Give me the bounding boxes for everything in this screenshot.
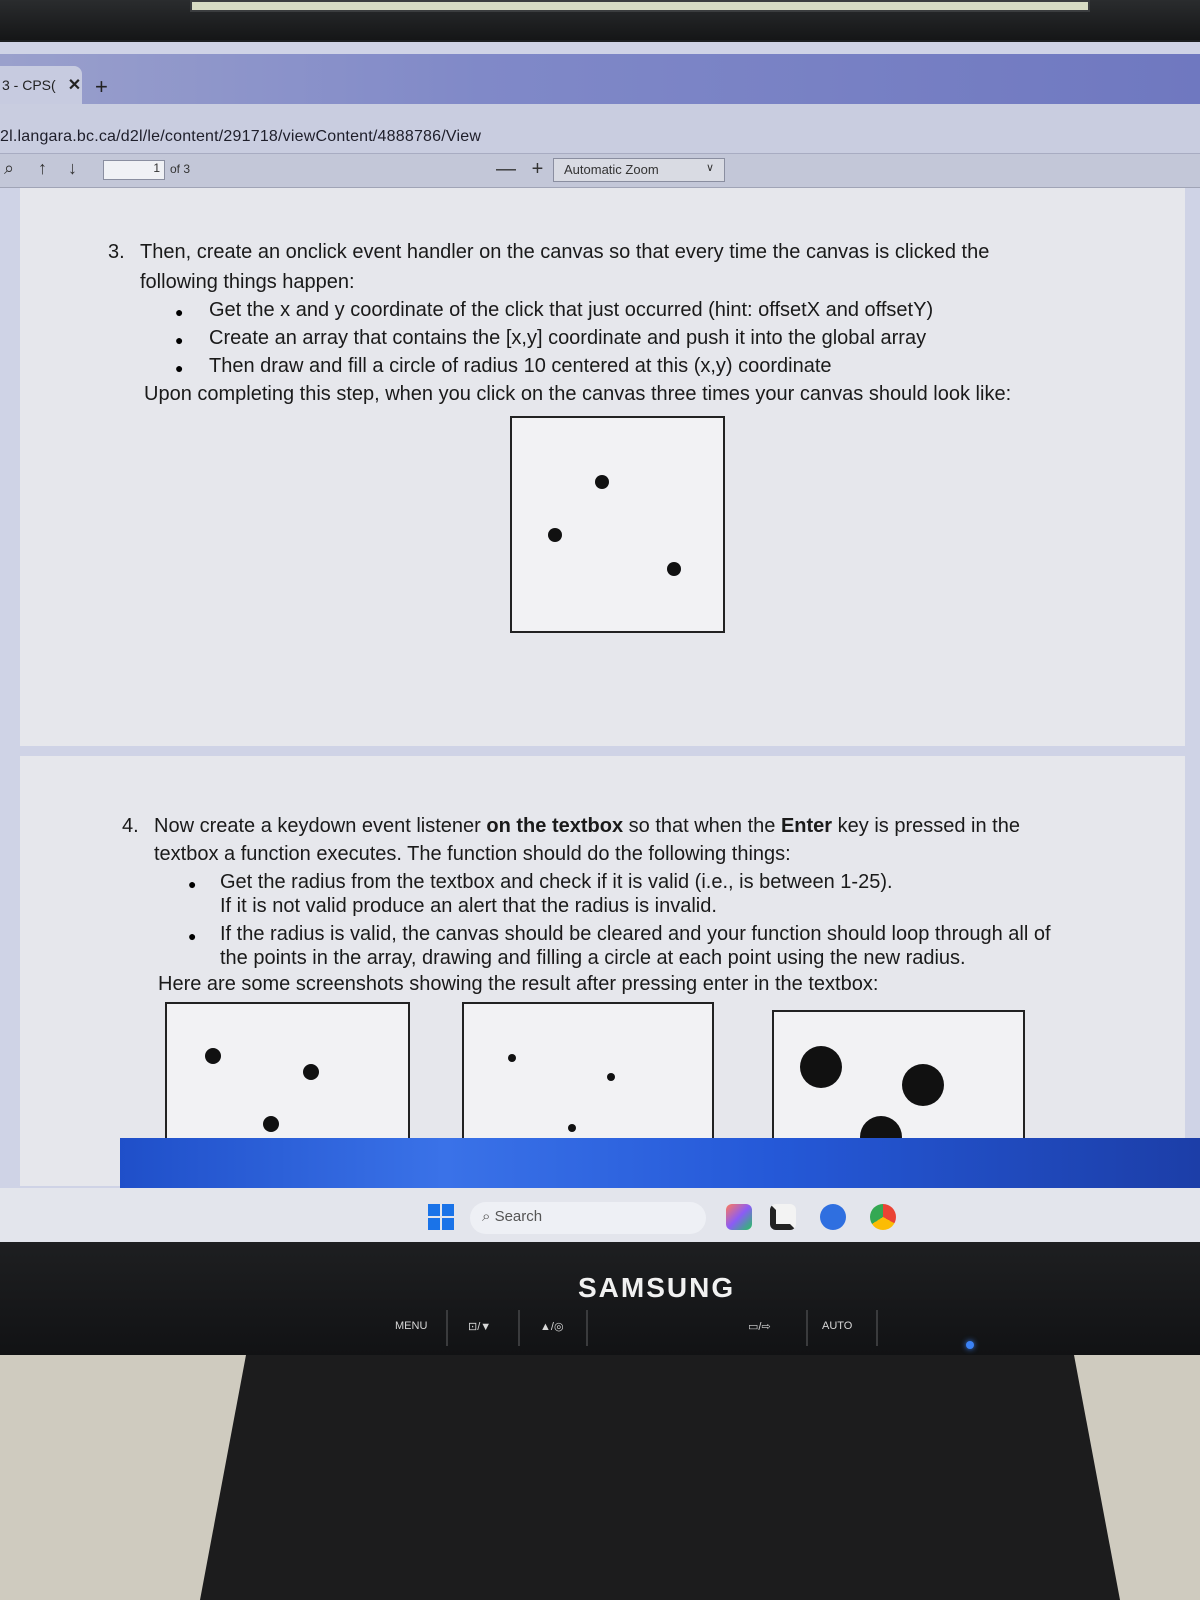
- canvas-point: [303, 1064, 319, 1080]
- zoom-in-button[interactable]: +: [531, 158, 544, 180]
- page-number-input[interactable]: 1: [103, 160, 165, 180]
- step-4-line-1-d: Enter: [780, 815, 833, 837]
- step-4-line-1-a: Now create a keydown event listener: [154, 815, 487, 837]
- monitor-source-button[interactable]: ⊡/▼: [468, 1321, 492, 1333]
- canvas-point: [607, 1073, 615, 1081]
- edge-browser-icon[interactable]: [820, 1204, 846, 1230]
- step-3-closing: Upon completing this step, when you click on the canvas three times your canvas should look like:: [144, 383, 1012, 405]
- screen: [0, 42, 1200, 1242]
- step-4-line-1: [154, 814, 1020, 839]
- monitor-stand: [200, 1355, 1120, 1600]
- zoom-out-button[interactable]: —: [496, 158, 516, 180]
- tab-label: 3 - CPS(: [2, 77, 56, 93]
- step-4-bullet-2-line-2: the points in the array, drawing and filling a circle at each point using the new radius.: [220, 947, 966, 969]
- step-3-bullet-1: Get the x and y coordinate of the click that just occurred (hint: offsetX and offsetY): [209, 299, 934, 321]
- power-led-icon[interactable]: [966, 1341, 974, 1349]
- step-3-bullet-3: Then draw and fill a circle of radius 10 centered at this (x,y) coordinate: [209, 355, 832, 377]
- bullet-icon: ●: [175, 360, 184, 376]
- zoom-select[interactable]: [553, 158, 725, 182]
- step-4-line-2: textbox a function executes. The function should do the following things:: [154, 843, 791, 865]
- copilot-icon[interactable]: [726, 1204, 752, 1230]
- new-tab-button[interactable]: +: [95, 74, 108, 99]
- step-4-bullet-1-line-2: If it is not valid produce an alert that the radius is invalid.: [220, 895, 717, 917]
- step-4-line-1-b: on the textbox: [486, 815, 624, 837]
- monitor-input-button[interactable]: ▭/⇨: [748, 1321, 771, 1333]
- bezel-divider: [518, 1310, 520, 1346]
- monitor-top-bezel: [0, 0, 1200, 40]
- monitor-auto-button[interactable]: AUTO: [822, 1320, 853, 1332]
- step-4-line-1-e: key is pressed in the: [832, 815, 1020, 837]
- bezel-divider: [586, 1310, 588, 1346]
- canvas-point: [263, 1116, 279, 1132]
- canvas-point: [595, 475, 609, 489]
- canvas-point: [902, 1064, 944, 1106]
- step-3-line-2: following things happen:: [140, 271, 355, 293]
- monitor-menu-button[interactable]: MENU: [395, 1320, 428, 1332]
- next-page-icon[interactable]: ↓: [68, 158, 77, 178]
- pdf-toolbar: [0, 154, 1200, 188]
- taskbar-search[interactable]: [470, 1202, 706, 1234]
- canvas-point: [667, 562, 681, 576]
- tab-close-icon[interactable]: ✕: [67, 77, 82, 94]
- canvas-point: [205, 1048, 221, 1064]
- chrome-browser-icon[interactable]: [870, 1204, 896, 1230]
- chevron-down-icon: ∨: [705, 162, 714, 174]
- canvas-point: [548, 528, 562, 542]
- step-4-bullet-2-line-1: If the radius is valid, the canvas should be cleared and your function should loop through all of: [220, 923, 1051, 945]
- page-count: of 3: [170, 162, 191, 176]
- background-monitor-strip: [190, 0, 1090, 12]
- step-3-bullet-2: Create an array that contains the [x,y] coordinate and push it into the global array: [209, 327, 927, 349]
- canvas-point: [508, 1054, 516, 1062]
- file-explorer-icon[interactable]: [770, 1204, 796, 1230]
- canvas-point: [800, 1046, 842, 1088]
- monitor-brightness-button[interactable]: ▲/◎: [540, 1321, 564, 1333]
- example-canvas: [510, 416, 725, 633]
- desktop-wallpaper: [120, 1138, 1200, 1188]
- monitor-brand-logo: SAMSUNG: [578, 1272, 736, 1303]
- step-4-bullet-1-line-1: Get the radius from the textbox and check if it is valid (i.e., is between 1-25).: [220, 871, 893, 893]
- taskbar-search-placeholder: Search: [494, 1208, 543, 1225]
- bullet-icon: ●: [175, 332, 184, 348]
- zoom-select-value: Automatic Zoom: [564, 162, 659, 177]
- find-icon[interactable]: ⌕: [4, 158, 15, 178]
- bullet-icon: ●: [175, 304, 184, 320]
- step-4-line-1-c: so that when the: [623, 815, 781, 837]
- pdf-page-1: [20, 188, 1185, 746]
- previous-page-icon[interactable]: ↑: [38, 158, 47, 178]
- step-4-number: 4.: [122, 815, 139, 837]
- bullet-icon: ●: [188, 928, 197, 944]
- bullet-icon: ●: [188, 876, 197, 892]
- bezel-divider: [806, 1310, 808, 1346]
- bezel-divider: [876, 1310, 878, 1346]
- address-url[interactable]: 2l.langara.bc.ca/d2l/le/content/291718/viewContent/4888786/View: [0, 128, 482, 145]
- search-icon: ⌕: [482, 1208, 491, 1225]
- browser-tab[interactable]: [0, 66, 82, 104]
- step-4-closing: Here are some screenshots showing the result after pressing enter in the textbox:: [158, 973, 879, 995]
- step-3-number: 3.: [108, 241, 125, 263]
- step-3-line-1: Then, create an onclick event handler on the canvas so that every time the canvas is clicked the: [140, 241, 990, 263]
- bezel-divider: [446, 1310, 448, 1346]
- browser-tabbar: [0, 54, 1200, 104]
- pdf-page-2: [20, 756, 1185, 1186]
- windows-start-icon[interactable]: [428, 1204, 454, 1230]
- zoom-controls: [496, 158, 543, 181]
- canvas-point: [568, 1124, 576, 1132]
